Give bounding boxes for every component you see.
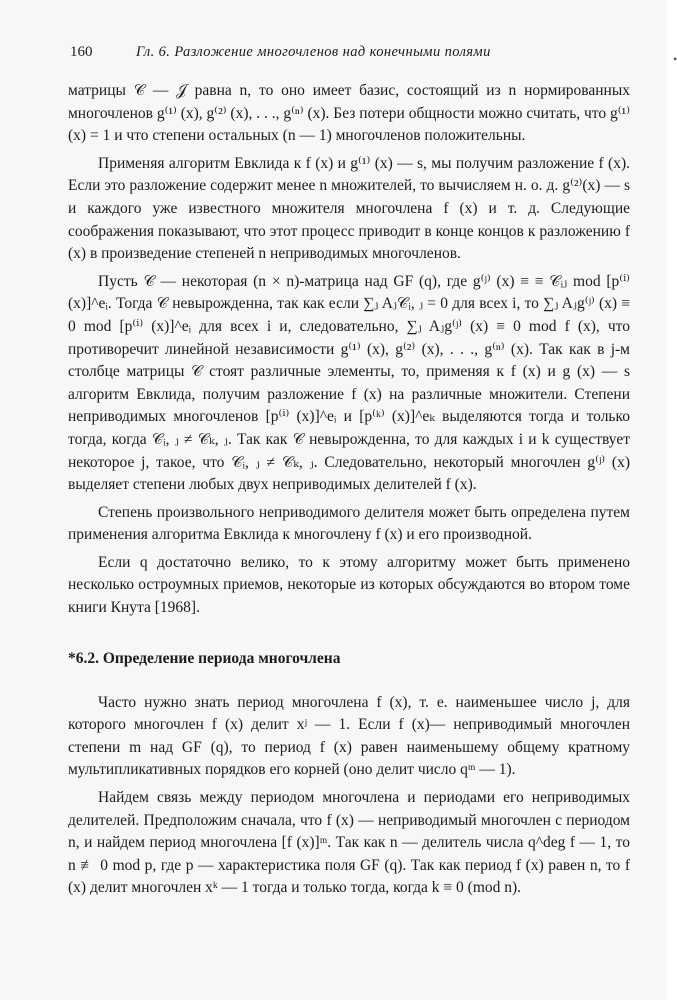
paragraph-1: матрицы 𝒞 — 𝒥 равна n, то оно имеет базис, состоящий из n нормированных многочленов g⁽¹⁾ (x), g⁽²⁾ (x), . . ., g⁽ⁿ⁾ (x). Без потери общности можно считать, что g⁽¹⁾ (x) = 1 и что степени остальных (n — 1) многочленов положительны. <box>68 82 631 145</box>
section-heading: *6.2. Определение периода многочлена <box>68 649 341 667</box>
page-number: 160 <box>70 44 93 60</box>
section-paragraph-2: Найдем связь между периодом многочлена и периодами его неприводимых делителей. Предположим сначала, что f (x) — неприводимый многочлен с периодом n, и найдем период многочлена [f (x)]ᵐ. Так как n — делитель числа q^deg f — 1, то n ≢ 0 mod p, где p — характеристика поля GF (q). Так как период f (x) равен n, то f (x) делит многочлен xᵏ — 1 тогда и только тогда, когда k ≡ 0 (mod n). <box>68 789 630 897</box>
section-paragraph-1: Часто нужно знать период многочлена f (x), т. е. наименьшее число j, для которого многочлен f (x) делит xʲ — 1. Если f (x)— неприводимый многочлен степени m над GF (q), то период f (x) равен наименьшему общему кратному мультипликативных порядков его корней (оно делит число qᵐ — 1). <box>68 693 630 779</box>
paragraph-3: Пусть 𝒞 — некоторая (n × n)-матрица над GF (q), где g⁽ʲ⁾ (x) ≡ ≡ 𝒞ᵢⱼ mod [p⁽ⁱ⁾ (x)]^eᵢ. Тогда 𝒞 невырожденна, так как если ∑ⱼ Aⱼ𝒞ᵢ, ⱼ = 0 для всех i, то ∑ⱼ Aⱼg⁽ʲ⁾ (x) ≡ 0 mod [p⁽ⁱ⁾ (x)]^eᵢ для всех i и, следовательно, ∑ⱼ Aⱼg⁽ʲ⁾ (x) ≡ 0 mod f (x), что противоречит линейной независимости g⁽¹⁾ (x), g⁽²⁾ (x), . . ., g⁽ⁿ⁾ (x). Так как в j-м столбце матрицы 𝒞 стоят различные элементы, то, применяя к f (x) и g (x) — s алгоритм Евклида, получим разложение f (x) на различные множители. Степени неприводимых многочленов [p⁽ⁱ⁾ (x)]^eᵢ и [p⁽ᵏ⁾ (x)]^eₖ выделяются тогда и только тогда, когда 𝒞ᵢ, ⱼ ≠ 𝒞ₖ, ⱼ. Так как 𝒞 невырожденна, то для каждых i и k существует некоторое j, такое, что 𝒞ᵢ, ⱼ ≠ 𝒞ₖ, ⱼ. Следовательно, некоторый многочлен g⁽ʲ⁾ (x) выделяет степени любых двух неприводимых делителей f (x). <box>68 272 630 494</box>
running-title: Гл. 6. Разложение многочленов над конечными полями <box>136 44 491 60</box>
paragraph-2: Применяя алгоритм Евклида к f (x) и g⁽¹⁾ (x) — s, мы получим разложение f (x). Если это разложение содержит менее n множителей, то вычисляем н. о. д. g⁽²⁾(x) — s и каждого уже известного множителя многочлена f (x) и т. д. Следующие соображения показывают, что этот процесс приводит в конце концов к разложению f (x) в произведение степеней n неприводимых многочленов. <box>68 154 630 263</box>
corner-mark-icon: • <box>673 52 677 66</box>
paragraph-5: Если q достаточно велико, то к этому алгоритму может быть применено несколько остроумных приемов, некоторые из которых обсуждаются во втором томе книги Кнута [1968]. <box>68 553 630 617</box>
paragraph-4: Степень произвольного неприводимого делителя может быть определена путем применения алгоритма Евклида к многочлену f (x) и его производной. <box>68 503 630 544</box>
page-body <box>68 80 630 905</box>
running-header <box>70 44 677 66</box>
